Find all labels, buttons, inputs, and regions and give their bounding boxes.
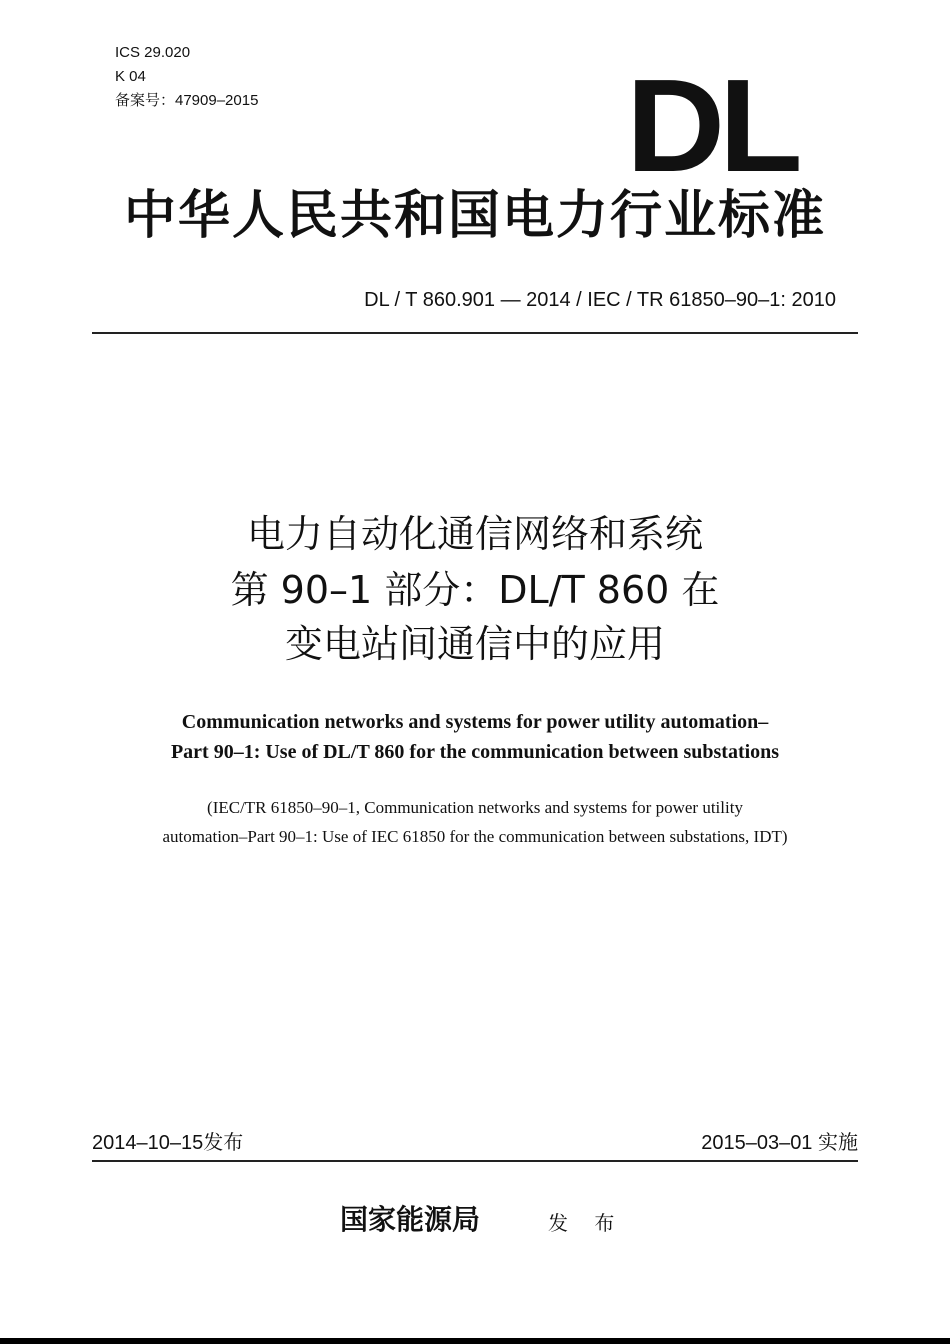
dl-logo: DL (626, 52, 797, 199)
en-title-line-1: Communication networks and systems for power utility automation– (181, 711, 769, 733)
en-title-line-2: Part 90–1: Use of DL/T 860 for the communication between substations (170, 741, 780, 763)
cn-title-line-1: 电力自动化通信网络和系统 (246, 512, 703, 556)
standard-number: DL / T 860.901 — 2014 / IEC / TR 61850–90–1: 2010 (364, 289, 836, 311)
page-bottom-edge (0, 1338, 950, 1344)
classification-code: K 04 (115, 68, 146, 85)
cn-title-line-3: 变电站间通信中的应用 (284, 622, 665, 666)
en-subtitle-line-2: automation–Part 90–1: Use of IEC 61850 for the communication between substations, IDT) (162, 827, 788, 846)
issue-date: 2014–10–15发布 (92, 1132, 244, 1154)
en-subtitle-line-1: (IEC/TR 61850–90–1, Communication networks and systems for power utility (207, 798, 743, 817)
ics-code: ICS 29.020 (115, 44, 191, 61)
record-number: 备案号：47909–2015 (115, 92, 259, 109)
industry-standard-title: 中华人民共和国电力行业标准 (123, 185, 826, 246)
publish-label: 发 布 (548, 1211, 625, 1235)
top-divider (92, 332, 858, 334)
cn-title-line-2: 第 90–1 部分：DL/T 860 在 (230, 568, 720, 612)
implementation-date: 2015–03–01 实施 (701, 1132, 858, 1154)
publisher-name: 国家能源局 (340, 1203, 481, 1236)
bottom-divider (92, 1160, 858, 1162)
